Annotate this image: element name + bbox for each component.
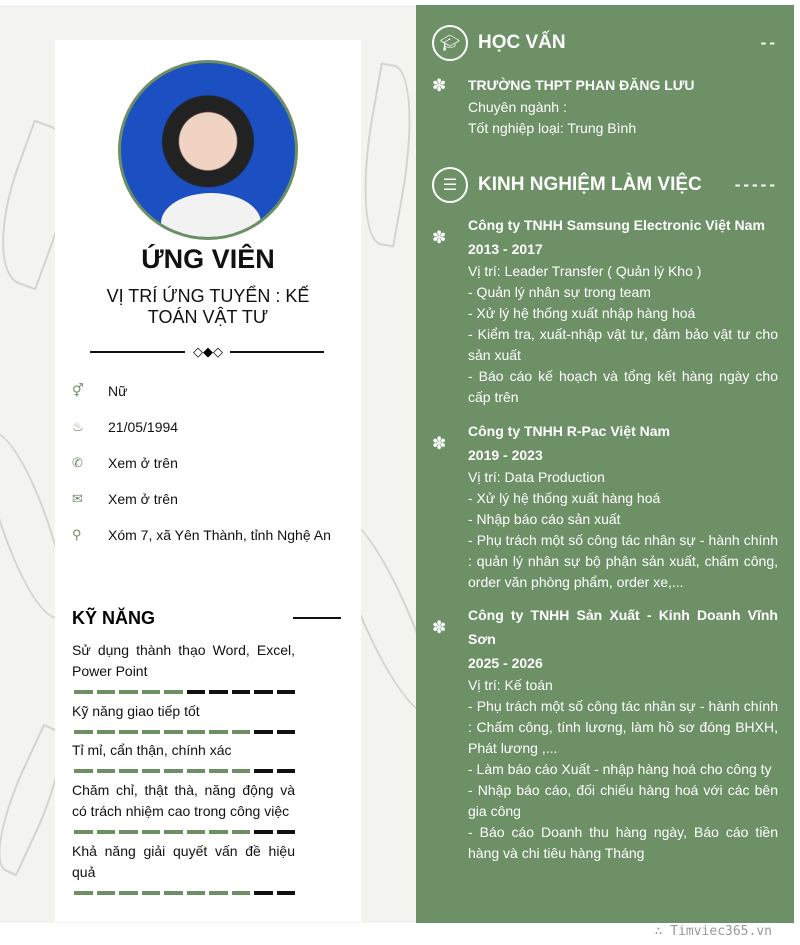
education-title: HỌC VẤN bbox=[478, 32, 566, 53]
watermark: ∴ Timviec365.vn bbox=[654, 924, 772, 939]
education-item bbox=[432, 73, 778, 139]
info-value: 21/05/1994 bbox=[108, 419, 179, 435]
skill-label: Sử dụng thành thạo Word, Excel, Power Point bbox=[72, 642, 295, 679]
experience-detail: - Xử lý hệ thống xuất hàng hoá bbox=[468, 490, 661, 506]
books-icon: ☰ bbox=[432, 167, 468, 203]
info-value: Xóm 7, xã Yên Thành, tỉnh Nghệ An bbox=[108, 527, 331, 543]
skill-level-segment bbox=[277, 690, 296, 694]
experience-detail: - Báo cáo Doanh thu hàng ngày, Báo cáo tiền hàng và chi tiêu hàng Tháng bbox=[468, 824, 778, 861]
company-name: Công ty TNHH Samsung Electronic Việt Nam bbox=[468, 217, 765, 233]
skill-level-segment bbox=[119, 891, 138, 895]
skill-item bbox=[72, 780, 295, 834]
skill-level-bar bbox=[74, 891, 295, 895]
grade: Tốt nghiệp loại: Trung Bình bbox=[468, 120, 637, 136]
skill-level-segment bbox=[97, 830, 116, 834]
skill-level-bar bbox=[74, 769, 295, 773]
experience-detail: - Kiểm tra, xuất-nhập vật tư, đảm bảo vật tư cho sản xuất bbox=[468, 326, 778, 363]
skill-level-segment bbox=[74, 690, 93, 694]
school-name: TRƯỜNG THPT PHAN ĐĂNG LƯU bbox=[468, 77, 695, 93]
divider bbox=[230, 351, 324, 353]
info-row bbox=[72, 527, 352, 543]
map-pin-icon: ⚲ bbox=[72, 527, 82, 542]
skill-level-bar bbox=[74, 730, 295, 734]
skill-level-segment bbox=[187, 891, 206, 895]
skill-level-segment bbox=[254, 830, 273, 834]
skill-level-segment bbox=[209, 730, 228, 734]
flower-icon: ✽ bbox=[432, 76, 447, 95]
skill-level-segment bbox=[119, 830, 138, 834]
skill-level-segment bbox=[142, 690, 161, 694]
skill-level-segment bbox=[142, 830, 161, 834]
education-header bbox=[432, 25, 566, 61]
skills-title: KỸ NĂNG bbox=[72, 608, 156, 628]
skill-level-segment bbox=[187, 830, 206, 834]
info-row bbox=[72, 383, 352, 399]
skill-level-segment bbox=[164, 690, 183, 694]
flower-icon: ✽ bbox=[432, 228, 447, 247]
flower-icon: ✽ bbox=[432, 618, 447, 637]
position-title: VỊ TRÍ ỨNG TUYỂN : KẾ TOÁN VẬT TƯ bbox=[106, 286, 310, 327]
skill-level-bar bbox=[74, 690, 295, 694]
diamond-ornament-icon: ◇◆◇ bbox=[193, 344, 223, 359]
skill-level-segment bbox=[254, 690, 273, 694]
skill-level-segment bbox=[74, 769, 93, 773]
major: Chuyên ngành : bbox=[468, 99, 567, 115]
graduation-cap-icon: 🎓︎ bbox=[432, 25, 468, 61]
skill-label: Khả năng giải quyết vấn đề hiệu quả bbox=[72, 843, 295, 880]
info-value: Nữ bbox=[108, 383, 128, 399]
skill-level-segment bbox=[142, 891, 161, 895]
info-value: Xem ở trên bbox=[108, 491, 178, 507]
skill-level-segment bbox=[277, 891, 296, 895]
experience-detail: - Nhập báo cáo sản xuất bbox=[468, 511, 621, 527]
skill-item bbox=[72, 841, 295, 895]
envelope-icon: ✉ bbox=[72, 491, 83, 506]
skill-item bbox=[72, 701, 295, 734]
skill-level-segment bbox=[277, 769, 296, 773]
experience-item bbox=[432, 419, 778, 593]
skill-level-segment bbox=[187, 730, 206, 734]
skill-level-segment bbox=[187, 690, 206, 694]
skill-level-segment bbox=[119, 769, 138, 773]
skill-level-segment bbox=[254, 730, 273, 734]
right-panel bbox=[416, 5, 794, 923]
company-name: Công ty TNHH R-Pac Việt Nam bbox=[468, 423, 670, 439]
experience-detail: - Báo cáo kế hoạch và tổng kết hàng ngày cho cấp trên bbox=[468, 368, 778, 405]
work-period: 2025 - 2026 bbox=[468, 655, 543, 671]
divider bbox=[90, 351, 185, 353]
skill-level-segment bbox=[277, 830, 296, 834]
skill-item bbox=[72, 740, 295, 773]
skill-level-segment bbox=[209, 891, 228, 895]
experience-title: KINH NGHIỆM LÀM VIỆC bbox=[478, 174, 702, 195]
skill-level-segment bbox=[119, 690, 138, 694]
skill-level-segment bbox=[97, 730, 116, 734]
experience-detail: - Xử lý hệ thống xuất nhập hàng hoá bbox=[468, 305, 696, 321]
skill-level-segment bbox=[97, 690, 116, 694]
skill-level-segment bbox=[232, 830, 251, 834]
skill-level-segment bbox=[209, 769, 228, 773]
experience-detail: Vị trí: Leader Transfer ( Quản lý Kho ) bbox=[468, 263, 702, 279]
experience-item bbox=[432, 603, 778, 864]
info-row bbox=[72, 491, 352, 507]
skill-label: Tỉ mỉ, cẩn thận, chính xác bbox=[72, 742, 232, 758]
experience-item bbox=[432, 213, 778, 408]
skill-level-segment bbox=[97, 891, 116, 895]
skill-level-segment bbox=[74, 891, 93, 895]
skill-level-segment bbox=[232, 690, 251, 694]
skill-level-segment bbox=[164, 730, 183, 734]
info-row bbox=[72, 455, 352, 471]
experience-detail: Vị trí: Kế toán bbox=[468, 677, 553, 693]
skill-level-bar bbox=[74, 830, 295, 834]
skill-level-segment bbox=[142, 769, 161, 773]
experience-detail: - Nhập báo cáo, đối chiếu hàng hoá với các bên gia công bbox=[468, 782, 778, 819]
experience-detail: - Phụ trách một số công tác nhân sự - hành chính : Chấm công, tính lương, làm hồ sơ đóng BHXH, Phát lương ,... bbox=[468, 698, 778, 756]
experience-detail: - Quản lý nhân sự trong team bbox=[468, 284, 651, 300]
skill-level-segment bbox=[164, 769, 183, 773]
skill-item bbox=[72, 640, 295, 694]
info-value: Xem ở trên bbox=[108, 455, 178, 471]
skill-level-segment bbox=[119, 730, 138, 734]
birthday-cake-icon: ♨ bbox=[72, 419, 84, 434]
dash-ornament: ----- bbox=[734, 175, 778, 194]
avatar bbox=[118, 60, 298, 240]
skill-level-segment bbox=[277, 730, 296, 734]
gender-icon: ⚥ bbox=[72, 383, 84, 398]
skill-level-segment bbox=[254, 891, 273, 895]
skill-level-segment bbox=[142, 730, 161, 734]
skill-level-segment bbox=[232, 769, 251, 773]
phone-icon: ✆ bbox=[72, 455, 83, 470]
skill-level-segment bbox=[232, 891, 251, 895]
skill-level-segment bbox=[97, 769, 116, 773]
skill-label: Kỹ năng giao tiếp tốt bbox=[72, 703, 200, 719]
skill-level-segment bbox=[187, 769, 206, 773]
skill-level-segment bbox=[164, 830, 183, 834]
candidate-name: ỨNG VIÊN bbox=[141, 244, 275, 274]
info-row bbox=[72, 419, 352, 435]
skill-level-segment bbox=[209, 690, 228, 694]
skill-level-segment bbox=[209, 830, 228, 834]
flower-icon: ✽ bbox=[432, 434, 447, 453]
work-period: 2019 - 2023 bbox=[468, 447, 543, 463]
skill-level-segment bbox=[74, 830, 93, 834]
experience-detail: Vị trí: Data Production bbox=[468, 469, 605, 485]
divider bbox=[293, 617, 341, 619]
skill-level-segment bbox=[254, 769, 273, 773]
experience-detail: - Phụ trách một số công tác nhân sự - hành chính : quản lý nhân sự bộ phận sản xuất, chấm công, order văn phòng phẩm, order xe,... bbox=[468, 532, 778, 590]
experience-header bbox=[432, 167, 702, 203]
dash-ornament: -- bbox=[760, 33, 778, 52]
skill-level-segment bbox=[232, 730, 251, 734]
skill-label: Chăm chỉ, thật thà, năng động và có trách nhiệm cao trong công việc bbox=[72, 782, 295, 819]
skill-level-segment bbox=[164, 891, 183, 895]
work-period: 2013 - 2017 bbox=[468, 241, 543, 257]
skill-level-segment bbox=[74, 730, 93, 734]
experience-detail: - Làm báo cáo Xuất - nhập hàng hoá cho công ty bbox=[468, 761, 772, 777]
company-name: Công ty TNHH Sản Xuất - Kinh Doanh Vĩnh Sơn bbox=[468, 607, 778, 647]
